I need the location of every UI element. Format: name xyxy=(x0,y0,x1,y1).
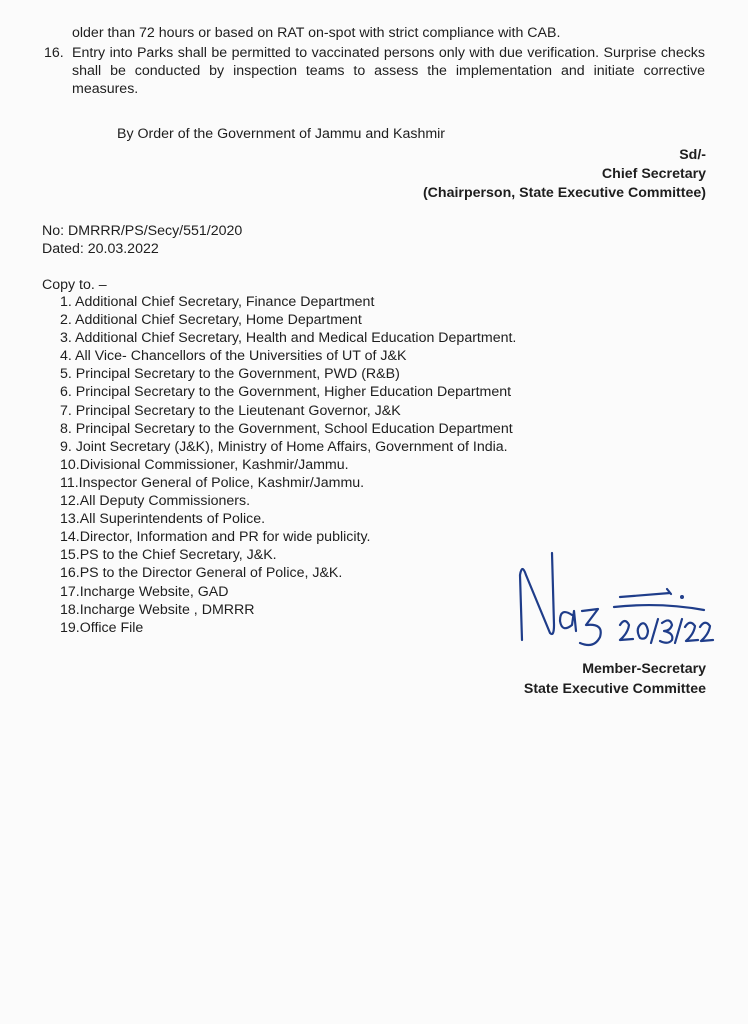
reference-date: Dated: 20.03.2022 xyxy=(42,241,159,257)
list-item: 2. Additional Chief Secretary, Home Department xyxy=(60,312,362,329)
list-item: 18.Incharge Website , DMRRR xyxy=(60,601,255,618)
signatory-subtitle: (Chairperson, State Executive Committee) xyxy=(422,185,706,201)
copy-to-list xyxy=(60,293,516,637)
list-item: 12.All Deputy Commissioners. xyxy=(60,493,251,510)
list-item: 3. Additional Chief Secretary, Health and Medical Education Department. xyxy=(60,330,517,347)
handwritten-signature xyxy=(510,545,725,660)
reference-number: No: DMRRR/PS/Secy/551/2020 xyxy=(42,223,243,239)
point-16-number: 16. xyxy=(44,45,64,61)
copy-to-heading: Copy to. – xyxy=(42,277,107,293)
list-item: 17.Incharge Website, GAD xyxy=(60,583,229,600)
signatory-title: Chief Secretary xyxy=(601,166,706,182)
list-item: 10.Divisional Commissioner, Kashmir/Jammu. xyxy=(60,456,349,473)
list-item: 7. Principal Secretary to the Lieutenant Governor, J&K xyxy=(60,402,401,419)
list-item: 1. Additional Chief Secretary, Finance Department xyxy=(60,294,375,310)
point-16-text: Entry into Parks shall be permitted to vaccinated persons only with due verification. Surprise checks shall be conducted by inspection teams to assess the implementation and initiate corrective measures. xyxy=(72,45,705,97)
list-item: 6. Principal Secretary to the Government, Higher Education Department xyxy=(60,384,512,401)
member-secretary-title: Member-Secretary xyxy=(582,661,706,677)
list-item: 14.Director, Information and PR for wide publicity. xyxy=(60,529,371,546)
list-item: 8. Principal Secretary to the Government, School Education Department xyxy=(60,420,513,437)
list-item: 15.PS to the Chief Secretary, J&K. xyxy=(60,547,277,564)
sd-mark: Sd/- xyxy=(679,147,706,163)
list-item: 5. Principal Secretary to the Government, PWD (R&B) xyxy=(60,366,400,383)
list-item: 19.Office File xyxy=(60,619,144,636)
list-item: 16.PS to the Director General of Police, J&K. xyxy=(60,565,343,582)
order-line: By Order of the Government of Jammu and Kashmir xyxy=(117,126,446,142)
member-secretary-subtitle: State Executive Committee xyxy=(523,681,706,697)
list-item: 11.Inspector General of Police, Kashmir/Jammu. xyxy=(60,474,365,491)
list-item: 9. Joint Secretary (J&K), Ministry of Home Affairs, Government of India. xyxy=(60,438,508,455)
point-15-continuation: older than 72 hours or based on RAT on-spot with strict compliance with CAB. xyxy=(72,25,561,41)
list-item: 4. All Vice- Chancellors of the Universities of UT of J&K xyxy=(60,348,407,365)
list-item: 13.All Superintendents of Police. xyxy=(60,511,266,528)
